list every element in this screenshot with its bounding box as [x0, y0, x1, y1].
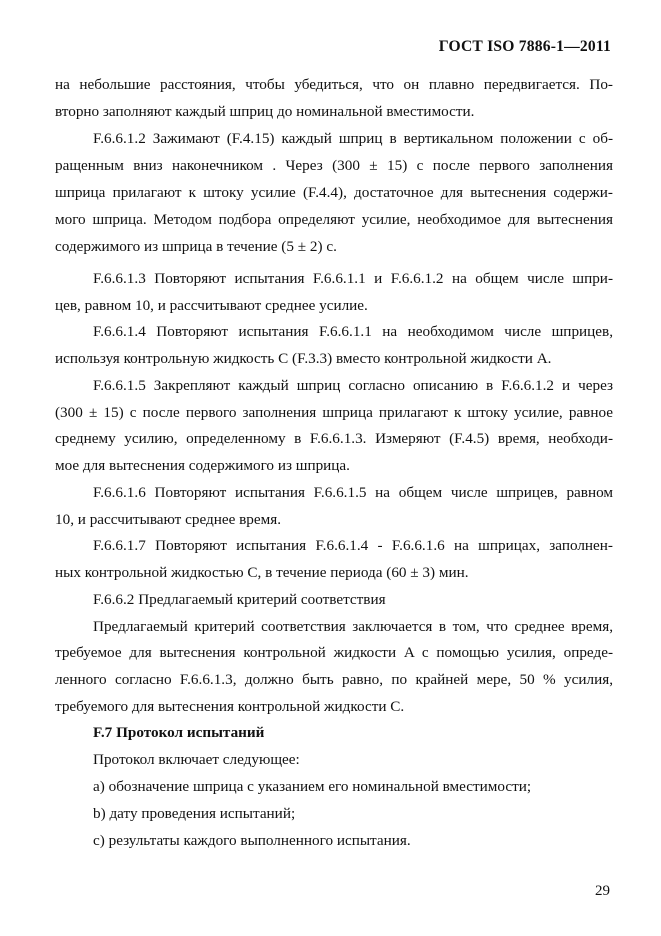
text-line: вторно заполняют каждый шприц до номинальной вместимости. [55, 103, 475, 120]
text-line: мое для вытеснения содержимого из шприца. [55, 457, 350, 474]
list-item: a) обозначение шприца с указанием его номинальной вместимости; [93, 778, 532, 795]
paragraph-start-line: F.6.6.1.3 Повторяют испытания F.6.6.1.1 и F.6.6.1.2 на общем числе шпри- [93, 270, 613, 287]
text-line: 10, и рассчитывают среднее время. [55, 511, 282, 528]
text-line: требуемого для вытеснения контрольной жидкости C. [55, 698, 405, 715]
text-line: цев, равном 10, и рассчитывают среднее усилие. [55, 297, 368, 314]
text-line: шприца прилагают к штоку усилие (F.4.4), достаточное для вытеснения содержи- [55, 184, 613, 201]
text-line: содержимого из шприца в течение (5 ± 2) с. [55, 238, 337, 255]
list-item: c) результаты каждого выполненного испытания. [93, 832, 411, 849]
text-line: ленного согласно F.6.6.1.3, должно быть равно, по крайней мере, 50 % усилия, [55, 671, 613, 688]
list-item: b) дату проведения испытаний; [93, 805, 296, 822]
subsection-heading: F.6.6.2 Предлагаемый критерий соответствия [93, 591, 386, 608]
text-line: (300 ± 15) с после первого заполнения шприца прилагают к штоку усилие, равное [55, 404, 613, 421]
paragraph-start-line: F.6.6.1.2 Зажимают (F.4.15) каждый шприц в вертикальном положении с об- [93, 130, 613, 147]
paragraph-start-line: Предлагаемый критерий соответствия заключается в том, что среднее время, [93, 618, 613, 635]
text-line: ращенным вниз наконечником . Через (300 ± 15) с после первого заполнения [55, 157, 613, 174]
document-header: ГОСТ ISO 7886-1—2011 [438, 38, 611, 55]
page-number: 29 [595, 883, 610, 899]
text-line: Протокол включает следующее: [93, 751, 300, 768]
text-line: на небольшие расстояния, чтобы убедиться, что он плавно передвигается. По- [55, 76, 613, 93]
text-line: ных контрольной жидкостью C, в течение периода (60 ± 3) мин. [55, 564, 469, 581]
paragraph-start-line: F.6.6.1.5 Закрепляют каждый шприц согласно описанию в F.6.6.1.2 и через [93, 377, 613, 394]
text-line: используя контрольную жидкость C (F.3.3) вместо контрольной жидкости A. [55, 350, 552, 367]
paragraph-start-line: F.6.6.1.7 Повторяют испытания F.6.6.1.4 - F.6.6.1.6 на шприцах, заполнен- [93, 537, 613, 554]
paragraph-start-line: F.6.6.1.4 Повторяют испытания F.6.6.1.1 на необходимом числе шприцев, [93, 323, 613, 340]
text-line: требуемое для вытеснения контрольной жидкости A с помощью усилия, опреде- [55, 644, 613, 661]
paragraph-start-line: F.6.6.1.6 Повторяют испытания F.6.6.1.5 на общем числе шприцев, равном [93, 484, 613, 501]
section-heading: F.7 Протокол испытаний [93, 724, 265, 741]
text-line: среднему усилию, определенному в F.6.6.1.3. Измеряют (F.4.5) время, необходи- [55, 430, 613, 447]
text-line: мого шприца. Методом подбора определяют усилие, необходимое для вытеснения [55, 211, 613, 228]
